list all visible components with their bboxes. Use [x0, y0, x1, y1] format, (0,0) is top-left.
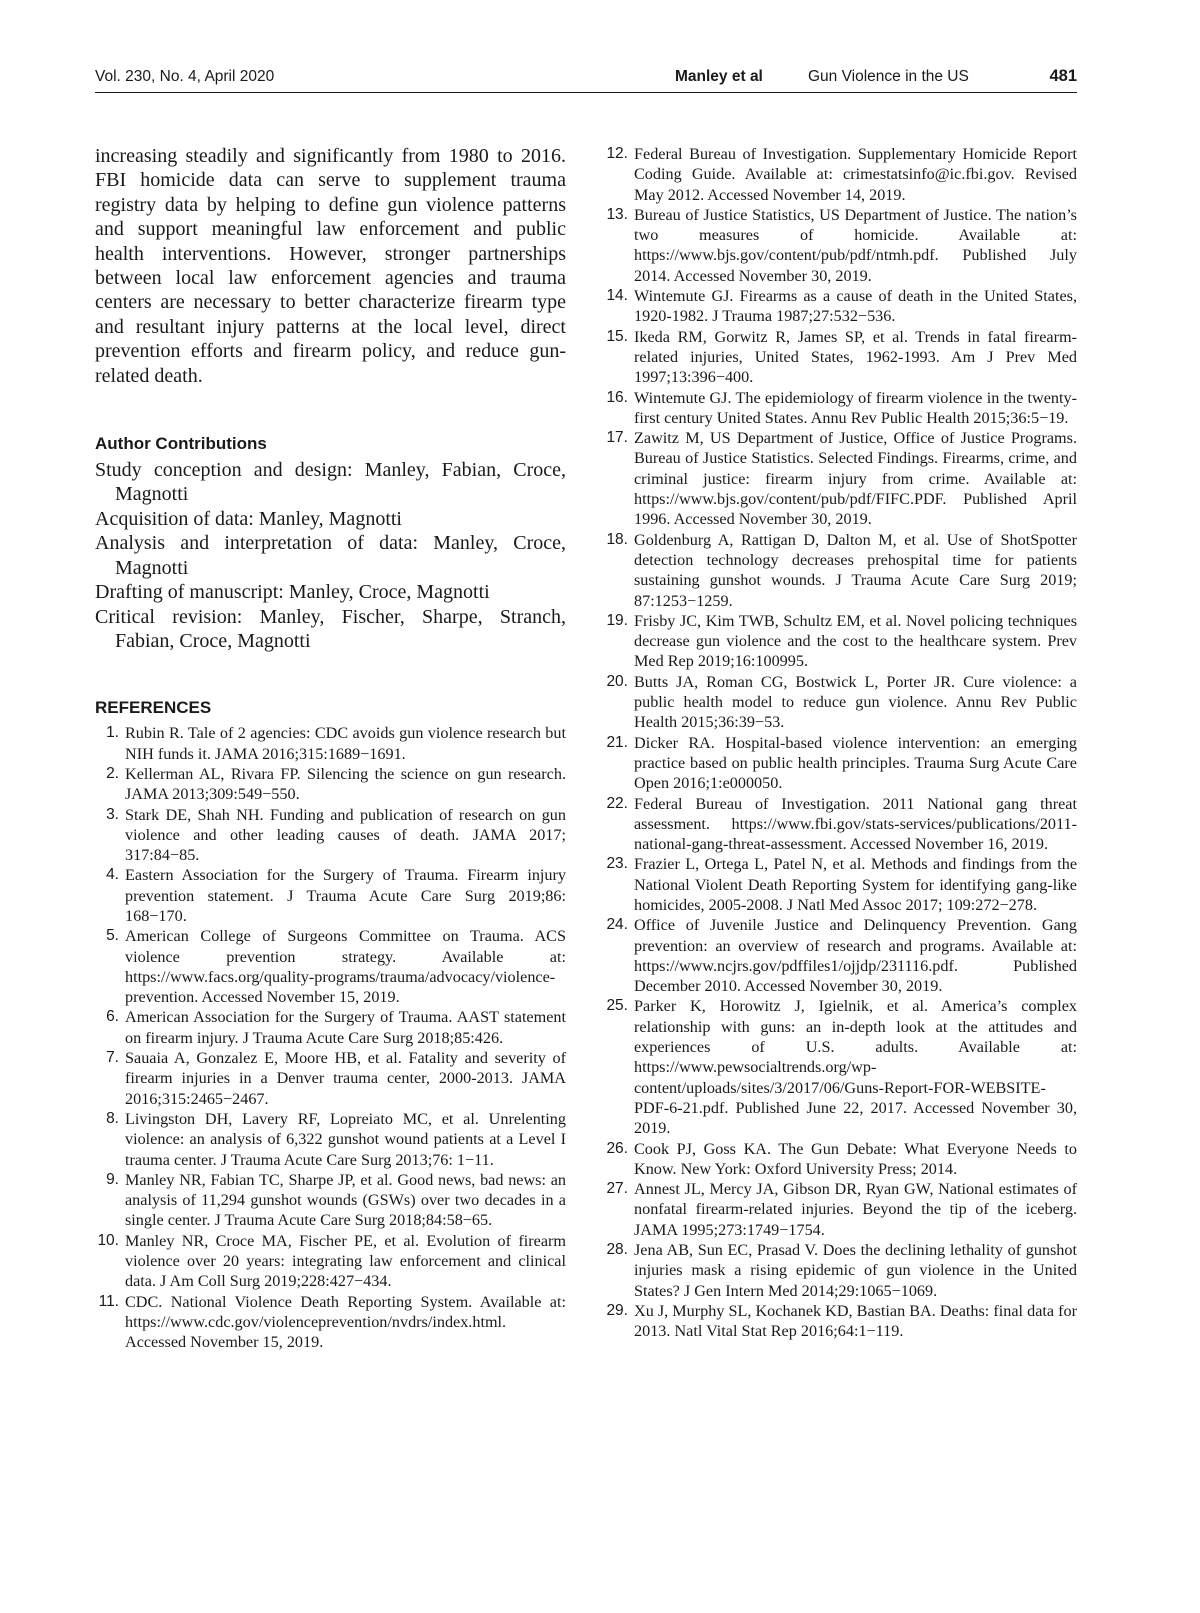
reference-text: Cook PJ, Goss KA. The Gun Debate: What Everyone Needs to Know. New York: Oxford University Press; 2014.	[634, 1139, 1077, 1178]
reference-text: Wintemute GJ. The epidemiology of firearm violence in the twenty-first century United States. Annu Rev Public Health 2015;36:5−19.	[634, 388, 1077, 427]
reference-item	[95, 805, 566, 866]
reference-number: 22.	[606, 794, 628, 812]
author-contributions-heading: Author Contributions	[95, 434, 267, 454]
reference-text: Ikeda RM, Gorwitz R, James SP, et al. Trends in fatal firearm-related injuries, United States, 1962-1993. Am J Prev Med 1997;13:396−400.	[634, 327, 1077, 387]
reference-number: 15.	[606, 327, 628, 345]
reference-item	[95, 1231, 566, 1292]
reference-text: Office of Juvenile Justice and Delinquency Prevention. Gang prevention: an overview of research and programs. Available at: https://www.ncjrs.gov/pdffiles1/ojjdp/231116.pdf. Published December 2010. Accessed November 30, 2019.	[634, 916, 1077, 996]
reference-number: 18.	[606, 530, 628, 548]
reference-item	[606, 1240, 1077, 1301]
right-column	[606, 144, 1077, 1342]
reference-number: 6.	[106, 1008, 119, 1026]
reference-text: Parker K, Horowitz J, Igielnik, et al. America’s complex relationship with guns: an in-depth look at the attitudes and experiences of U.S. adults. Available at: https://www.pewsocialtrends.org/wp-content/uploads/sites/3/2017/06/Guns-Report-FOR-WEBSITE-PDF-6-21.pdf. Published June 22, 2017. Accessed November 30, 2019.	[634, 997, 1077, 1138]
reference-number: 27.	[606, 1180, 628, 1198]
reference-item	[606, 794, 1077, 855]
reference-item	[606, 144, 1077, 205]
left-column	[95, 144, 566, 1353]
contribution-item: Drafting of manuscript: Manley, Croce, Magnotti	[95, 581, 490, 604]
reference-item	[606, 611, 1077, 672]
header-divider	[95, 92, 1077, 93]
reference-number: 12.	[606, 145, 628, 162]
reference-text: Butts JA, Roman CG, Bostwick L, Porter JR. Cure violence: a public health model to reduce gun violence. Annu Rev Public Health 2015;36:39−53.	[634, 672, 1077, 732]
reference-item	[95, 1109, 566, 1170]
running-authors: Manley et al	[675, 68, 763, 85]
reference-text: Zawitz M, US Department of Justice, Office of Justice Programs. Bureau of Justice Statistics. Selected Findings. Firearms, crime, and criminal justice: firearm injury from crime. Available at: https://www.bjs.gov/content/pub/pdf/FIFC.PDF. Published April 1996. Accessed November 30, 2019.	[634, 429, 1077, 529]
references-list-left	[95, 723, 566, 1352]
contribution-item: Acquisition of data: Manley, Magnotti	[95, 507, 402, 530]
reference-text: Bureau of Justice Statistics, US Department of Justice. The nation’s two measures of homicide. Available at: https://www.bjs.gov/content/pub/pdf/ntmh.pdf. Published July 2014. Accessed November 30, 2019.	[634, 205, 1077, 285]
author-contributions-list	[95, 458, 566, 653]
reference-number: 20.	[606, 672, 628, 690]
reference-item	[95, 926, 566, 1007]
journal-volume: Vol. 230, No. 4, April 2020	[95, 68, 275, 85]
conclusion-paragraph: increasing steadily and significantly from 1980 to 2016. FBI homicide data can serve to supplement trauma registry data by helping to define gun violence patterns and support meaningful law enforcement and public health interventions. However, stronger partnerships between local law enforcement agencies and trauma centers are necessary to better characterize firearm type and resultant injury patterns at the local level, direct prevention efforts and firearm policy, and reduce gun-related death.	[95, 145, 566, 387]
reference-item	[95, 1007, 566, 1048]
reference-item	[95, 865, 566, 926]
reference-item	[606, 1301, 1077, 1342]
reference-text: Frazier L, Ortega L, Patel N, et al. Methods and findings from the National Violent Death Reporting System for identifying gang-like homicides, 2005-2008. J Natl Med Assoc 2017; 109:272−278.	[634, 855, 1077, 914]
reference-item	[606, 530, 1077, 611]
reference-item	[606, 1139, 1077, 1180]
reference-number: 28.	[606, 1241, 628, 1259]
reference-number: 17.	[606, 429, 628, 447]
reference-number: 21.	[606, 733, 628, 751]
reference-item	[95, 1170, 566, 1231]
reference-number: 1.	[106, 724, 119, 742]
reference-text: Stark DE, Shah NH. Funding and publication of research on gun violence and other leading causes of death. JAMA 2017; 317:84−85.	[125, 805, 566, 865]
reference-item	[606, 672, 1077, 733]
reference-item	[606, 388, 1077, 429]
running-title: Gun Violence in the US	[808, 68, 969, 85]
reference-number: 2.	[106, 764, 119, 782]
reference-text: Sauaia A, Gonzalez E, Moore HB, et al. Fatality and severity of firearm injuries in a Denver trauma center, 2000-2013. JAMA 2016;315:2465−2467.	[125, 1049, 566, 1108]
reference-number: 26.	[606, 1139, 628, 1157]
page-number: 481	[1049, 67, 1077, 85]
reference-text: Dicker RA. Hospital-based violence intervention: an emerging practice based on public health principles. Trauma Surg Acute Care Open 2016;1:e000050.	[634, 733, 1077, 793]
reference-text: Kellerman AL, Rivara FP. Silencing the science on gun research. JAMA 2013;309:549−550.	[125, 764, 566, 804]
reference-text: American Association for the Surgery of Trauma. AAST statement on firearm injury. J Trauma Acute Care Surg 2018;85:426.	[125, 1008, 566, 1047]
reference-item	[95, 764, 566, 805]
reference-text: Eastern Association for the Surgery of Trauma. Firearm injury prevention statement. J Trauma Acute Care Surg 2019;86: 168−170.	[125, 866, 566, 925]
reference-text: Xu J, Murphy SL, Kochanek KD, Bastian BA. Deaths: final data for 2013. Natl Vital Stat Rep 2016;64:1−119.	[634, 1301, 1077, 1341]
reference-number: 9.	[106, 1170, 119, 1188]
reference-number: 25.	[606, 997, 628, 1015]
contribution-item: Study conception and design: Manley, Fabian, Croce, Magnotti	[95, 459, 566, 506]
reference-number: 24.	[606, 916, 628, 934]
running-header	[95, 64, 1077, 90]
reference-number: 4.	[106, 866, 119, 884]
reference-number: 23.	[606, 855, 628, 873]
reference-number: 19.	[606, 611, 628, 629]
reference-item	[95, 1048, 566, 1109]
reference-number: 29.	[606, 1301, 628, 1319]
reference-number: 5.	[106, 927, 119, 945]
reference-number: 14.	[606, 287, 628, 305]
reference-item	[95, 723, 566, 764]
reference-item	[606, 996, 1077, 1138]
reference-item	[606, 428, 1077, 529]
reference-item	[606, 915, 1077, 996]
reference-text: Federal Bureau of Investigation. 2011 National gang threat assessment. https://www.fbi.gov/stats-services/publications/2011-national-gang-threat-assessment. Accessed November 16, 2019.	[634, 794, 1077, 854]
reference-text: Goldenburg A, Rattigan D, Dalton M, et al. Use of ShotSpotter detection technology decreases prehospital time for patients sustaining gunshot wounds. J Trauma Acute Care Surg 2019; 87:1253−1259.	[634, 530, 1077, 610]
references-list-right	[606, 144, 1077, 1342]
contribution-item: Critical revision: Manley, Fischer, Sharpe, Stranch, Fabian, Croce, Magnotti	[95, 605, 566, 652]
reference-text: Federal Bureau of Investigation. Supplementary Homicide Report Coding Guide. Available at: crimestatsinfo@ic.fbi.gov. Revised May 2012. Accessed November 14, 2019.	[634, 145, 1077, 204]
reference-text: Frisby JC, Kim TWB, Schultz EM, et al. Novel policing techniques decrease gun violence and the cost to the healthcare system. Prev Med Rep 2019;16:100995.	[634, 611, 1077, 671]
reference-text: Jena AB, Sun EC, Prasad V. Does the declining lethality of gunshot injuries mask a rising epidemic of gun violence in the United States? J Gen Intern Med 2014;29:1065−1069.	[634, 1241, 1077, 1300]
reference-number: 13.	[606, 205, 628, 223]
reference-text: CDC. National Violence Death Reporting System. Available at: https://www.cdc.gov/violenceprevention/nvdrs/index.html. Accessed November 15, 2019.	[125, 1292, 566, 1352]
reference-item	[606, 286, 1077, 327]
reference-text: Manley NR, Croce MA, Fischer PE, et al. Evolution of firearm violence over 20 years: integrating law enforcement and clinical data. J Am Coll Surg 2019;228:427−434.	[125, 1231, 566, 1291]
reference-text: American College of Surgeons Committee on Trauma. ACS violence prevention strategy. Available at: https://www.facs.org/quality-programs/trauma/advocacy/violence-prevention. Accessed November 15, 2019.	[125, 927, 566, 1007]
reference-item	[606, 327, 1077, 388]
reference-item	[606, 854, 1077, 915]
contribution-item: Analysis and interpretation of data: Manley, Croce, Magnotti	[95, 532, 566, 579]
reference-number: 7.	[106, 1049, 119, 1067]
reference-number: 10.	[97, 1231, 119, 1249]
reference-item	[606, 1179, 1077, 1240]
reference-text: Livingston DH, Lavery RF, Lopreiato MC, et al. Unrelenting violence: an analysis of 6,322 gunshot wound patients at a Level I trauma center. J Trauma Acute Care Surg 2013;76: 1−11.	[125, 1109, 566, 1169]
references-heading: REFERENCES	[95, 698, 212, 718]
reference-item	[95, 1292, 566, 1353]
reference-text: Wintemute GJ. Firearms as a cause of death in the United States, 1920-1982. J Trauma 1987;27:532−536.	[634, 287, 1077, 326]
reference-item	[606, 205, 1077, 286]
reference-number: 11.	[98, 1292, 119, 1310]
reference-item	[606, 733, 1077, 794]
reference-number: 8.	[106, 1109, 119, 1127]
reference-text: Annest JL, Mercy JA, Gibson DR, Ryan GW, National estimates of nonfatal firearm-related injuries. Beyond the tip of the iceberg. JAMA 1995;273:1749−1754.	[634, 1180, 1077, 1239]
reference-text: Rubin R. Tale of 2 agencies: CDC avoids gun violence research but NIH funds it. JAMA 2016;315:1689−1691.	[125, 724, 566, 763]
reference-number: 16.	[606, 388, 628, 406]
reference-number: 3.	[106, 805, 119, 823]
reference-text: Manley NR, Fabian TC, Sharpe JP, et al. Good news, bad news: an analysis of 11,294 gunshot wounds (GSWs) over two decades in a single center. J Trauma Acute Care Surg 2018;84:58−65.	[125, 1170, 566, 1230]
